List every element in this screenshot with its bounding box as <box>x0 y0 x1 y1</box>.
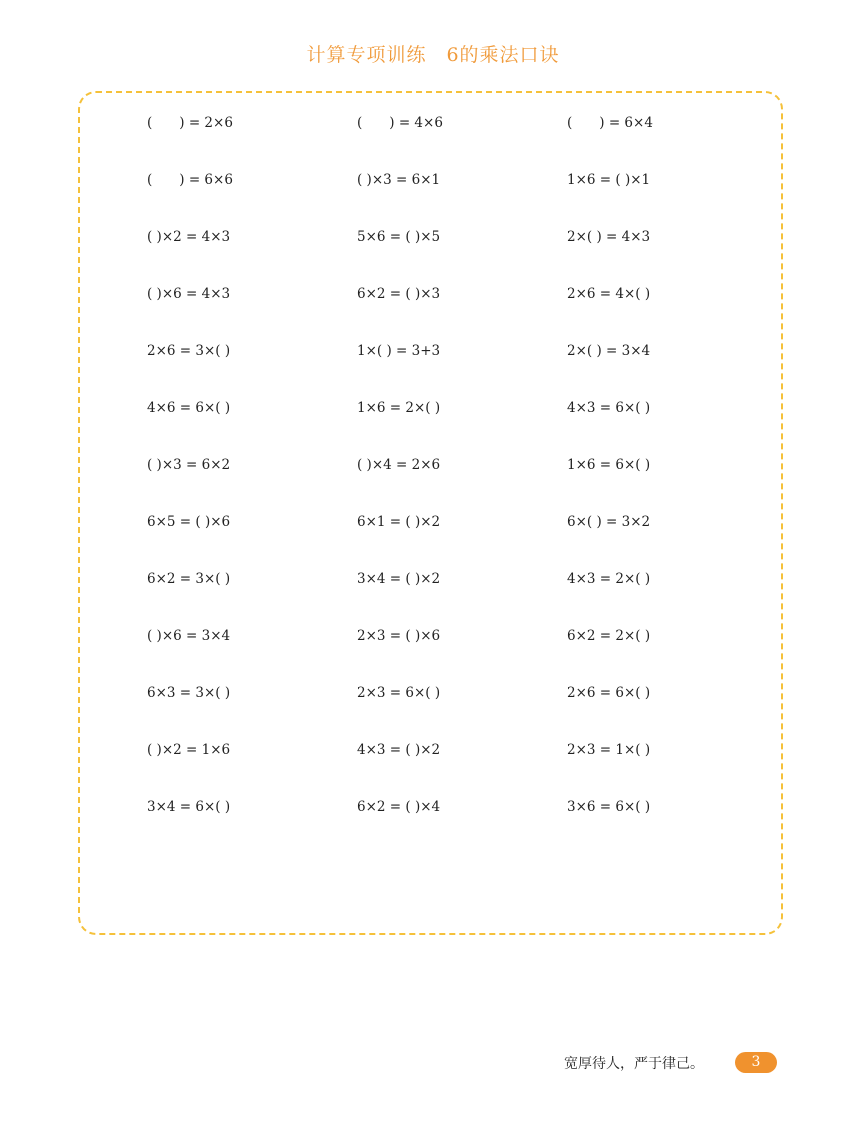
problem-row <box>147 340 787 397</box>
math-problem: 4×3 = 6×( ) <box>567 400 651 416</box>
problem-grid <box>147 112 787 853</box>
problem-row <box>147 112 787 169</box>
math-problem: 6×2 = 3×( ) <box>147 571 231 587</box>
math-problem: 6×5 = ( )×6 <box>147 514 231 530</box>
problem-row <box>147 397 787 454</box>
math-problem: ( ) = 2×6 <box>147 115 233 131</box>
math-problem: 6×( ) = 3×2 <box>567 514 651 530</box>
page-number-badge: 3 <box>735 1052 777 1073</box>
math-problem: 6×2 = ( )×3 <box>357 286 441 302</box>
math-problem: 6×2 = ( )×4 <box>357 799 441 815</box>
problem-row <box>147 454 787 511</box>
math-problem: ( )×4 = 2×6 <box>357 457 441 473</box>
math-problem: ( )×6 = 3×4 <box>147 628 231 644</box>
math-problem: 6×3 = 3×( ) <box>147 685 231 701</box>
math-problem: 4×6 = 6×( ) <box>147 400 231 416</box>
problem-row <box>147 796 787 853</box>
problem-row <box>147 226 787 283</box>
math-problem: ( ) = 4×6 <box>357 115 443 131</box>
math-problem: ( )×2 = 4×3 <box>147 229 231 245</box>
math-problem: 2×3 = 6×( ) <box>357 685 441 701</box>
math-problem: ( )×3 = 6×1 <box>357 172 441 188</box>
math-problem: 2×( ) = 3×4 <box>567 343 651 359</box>
math-problem: ( )×3 = 6×2 <box>147 457 231 473</box>
problem-row <box>147 283 787 340</box>
math-problem: 2×6 = 3×( ) <box>147 343 231 359</box>
math-problem: ( ) = 6×4 <box>567 115 653 131</box>
math-problem: 3×4 = ( )×2 <box>357 571 441 587</box>
math-problem: ( )×2 = 1×6 <box>147 742 231 758</box>
math-problem: 4×3 = ( )×2 <box>357 742 441 758</box>
math-problem: 1×6 = ( )×1 <box>567 172 651 188</box>
math-problem: 1×( ) = 3+3 <box>357 343 441 359</box>
math-problem: 5×6 = ( )×5 <box>357 229 441 245</box>
math-problem: 2×3 = ( )×6 <box>357 628 441 644</box>
math-problem: 2×( ) = 4×3 <box>567 229 651 245</box>
math-problem: ( ) = 6×6 <box>147 172 233 188</box>
math-problem: 6×2 = 2×( ) <box>567 628 651 644</box>
math-problem: 4×3 = 2×( ) <box>567 571 651 587</box>
math-problem: 6×1 = ( )×2 <box>357 514 441 530</box>
problem-row <box>147 169 787 226</box>
problem-row <box>147 739 787 796</box>
math-problem: 1×6 = 2×( ) <box>357 400 441 416</box>
math-problem: 2×6 = 4×( ) <box>567 286 651 302</box>
footer-motto: 宽厚待人，严于律己。 <box>564 1056 704 1072</box>
math-problem: 3×6 = 6×( ) <box>567 799 651 815</box>
math-problem: 1×6 = 6×( ) <box>567 457 651 473</box>
math-problem: 2×3 = 1×( ) <box>567 742 651 758</box>
problem-row <box>147 568 787 625</box>
problem-row <box>147 682 787 739</box>
math-problem: 2×6 = 6×( ) <box>567 685 651 701</box>
math-problem: ( )×6 = 4×3 <box>147 286 231 302</box>
page-title: 计算专项训练 6的乘法口诀 <box>306 44 560 66</box>
problem-row <box>147 511 787 568</box>
problem-row <box>147 625 787 682</box>
math-problem: 3×4 = 6×( ) <box>147 799 231 815</box>
